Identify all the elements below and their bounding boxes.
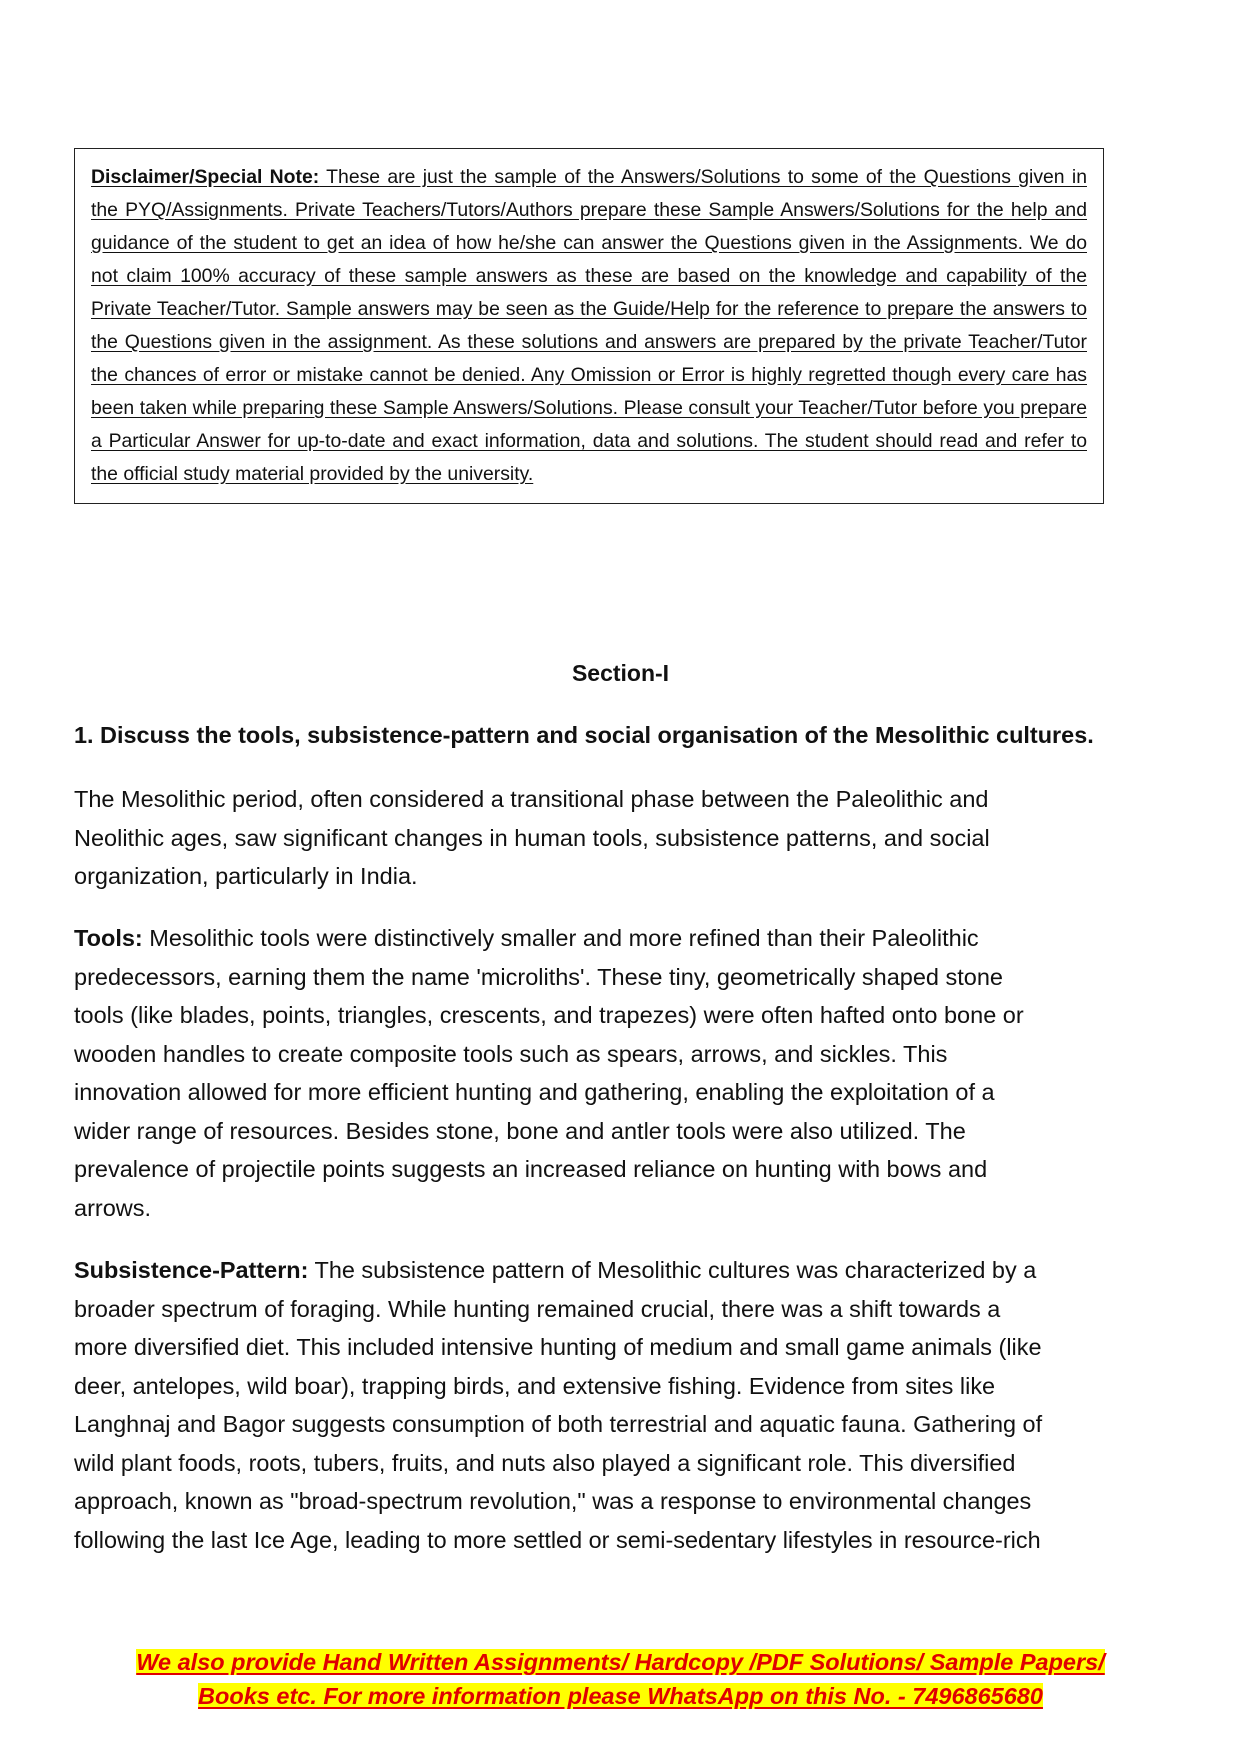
tools-line: innovation allowed for more efficient hunting and gathering, enabling the exploitation of a <box>74 1079 995 1105</box>
intro-line: The Mesolithic period, often considered a transitional phase between the Paleolithic and <box>74 786 989 812</box>
promo-line-1: We also provide Hand Written Assignments/ Hardcopy /PDF Solutions/ Sample Papers/ <box>136 1649 1105 1675</box>
subsistence-line: approach, known as "broad-spectrum revolution," was a response to environmental changes <box>74 1488 1032 1514</box>
question-heading: 1. Discuss the tools, subsistence-pattern and social organisation of the Mesolithic cultures. <box>74 722 1094 748</box>
tools-paragraph <box>74 919 1174 1227</box>
subsistence-line: more diversified diet. This included intensive hunting of medium and small game animals (like <box>74 1334 1042 1360</box>
promo-footer <box>0 1645 1241 1713</box>
tools-label: Tools: <box>74 925 143 951</box>
promo-line-2: Books etc. For more information please WhatsApp on this No. - 7496865680 <box>198 1683 1043 1709</box>
disclaimer-box <box>74 148 1104 504</box>
section-heading: Section-I <box>571 660 670 686</box>
disclaimer-label: Disclaimer/Special Note: <box>91 166 320 188</box>
tools-line: predecessors, earning them the name 'microliths'. These tiny, geometrically shaped stone <box>74 963 1003 990</box>
subsistence-line: Langhnaj and Bagor suggests consumption of both terrestrial and aquatic fauna. Gathering of <box>74 1411 1043 1437</box>
subsistence-line: following the last Ice Age, leading to more settled or semi-sedentary lifestyles in resource-rich <box>74 1526 1041 1553</box>
tools-line: prevalence of projectile points suggests an increased reliance on hunting with bows and <box>74 1156 988 1182</box>
subsistence-line: deer, antelopes, wild boar), trapping birds, and extensive fishing. Evidence from sites like <box>74 1372 996 1399</box>
subsistence-paragraph <box>74 1251 1174 1559</box>
subsistence-line: wild plant foods, roots, tubers, fruits, and nuts also played a significant role. This diversified <box>74 1449 1016 1476</box>
intro-line: Neolithic ages, saw significant changes in human tools, subsistence patterns, and social <box>74 824 990 851</box>
intro-paragraph <box>74 780 1174 896</box>
tools-line: wooden handles to create composite tools such as spears, arrows, and sickles. This <box>74 1040 948 1067</box>
tools-line: tools (like blades, points, triangles, crescents, and trapezes) were often hafted onto bone or <box>74 1002 1024 1028</box>
disclaimer-text: These are just the sample of the Answers/Solutions to some of the Questions given in the PYQ/Assignments. Private Teachers/Tutors/Authors prepare these Sample Answers/Solutions for the help and guidance of the student to get an idea of how he/she can answer the Questions given in the Assignments. We do not claim 100% accuracy of these sample answers as these are based on the knowledge and capability of the Private Teacher/Tutor. Sample answers may be seen as the Guide/Help for the reference to prepare the answers to the Questions given in the assignment. As these solutions and answers are prepared by the private Teacher/Tutor the chances of error or mistake cannot be denied. Any Omission or Error is highly regretted though every care has been taken while preparing these Sample Answers/Solutions. Please consult your Teacher/Tutor before you prepare a Particular Answer for up-to-date and exact information, data and solutions. The student should read and refer to the official study material provided by the university. <box>91 166 1087 485</box>
intro-line: organization, particularly in India. <box>74 863 418 889</box>
tools-line: Mesolithic tools were distinctively smaller and more refined than their Paleolithic <box>142 925 979 951</box>
subsistence-line: broader spectrum of foraging. While hunting remained crucial, there was a shift towards a <box>74 1295 1001 1322</box>
subsistence-line: The subsistence pattern of Mesolithic cultures was characterized by a <box>308 1257 1037 1283</box>
tools-line: wider range of resources. Besides stone, bone and antler tools were also utilized. The <box>74 1117 966 1144</box>
subsistence-label: Subsistence-Pattern: <box>74 1257 309 1283</box>
tools-line: arrows. <box>74 1194 152 1221</box>
